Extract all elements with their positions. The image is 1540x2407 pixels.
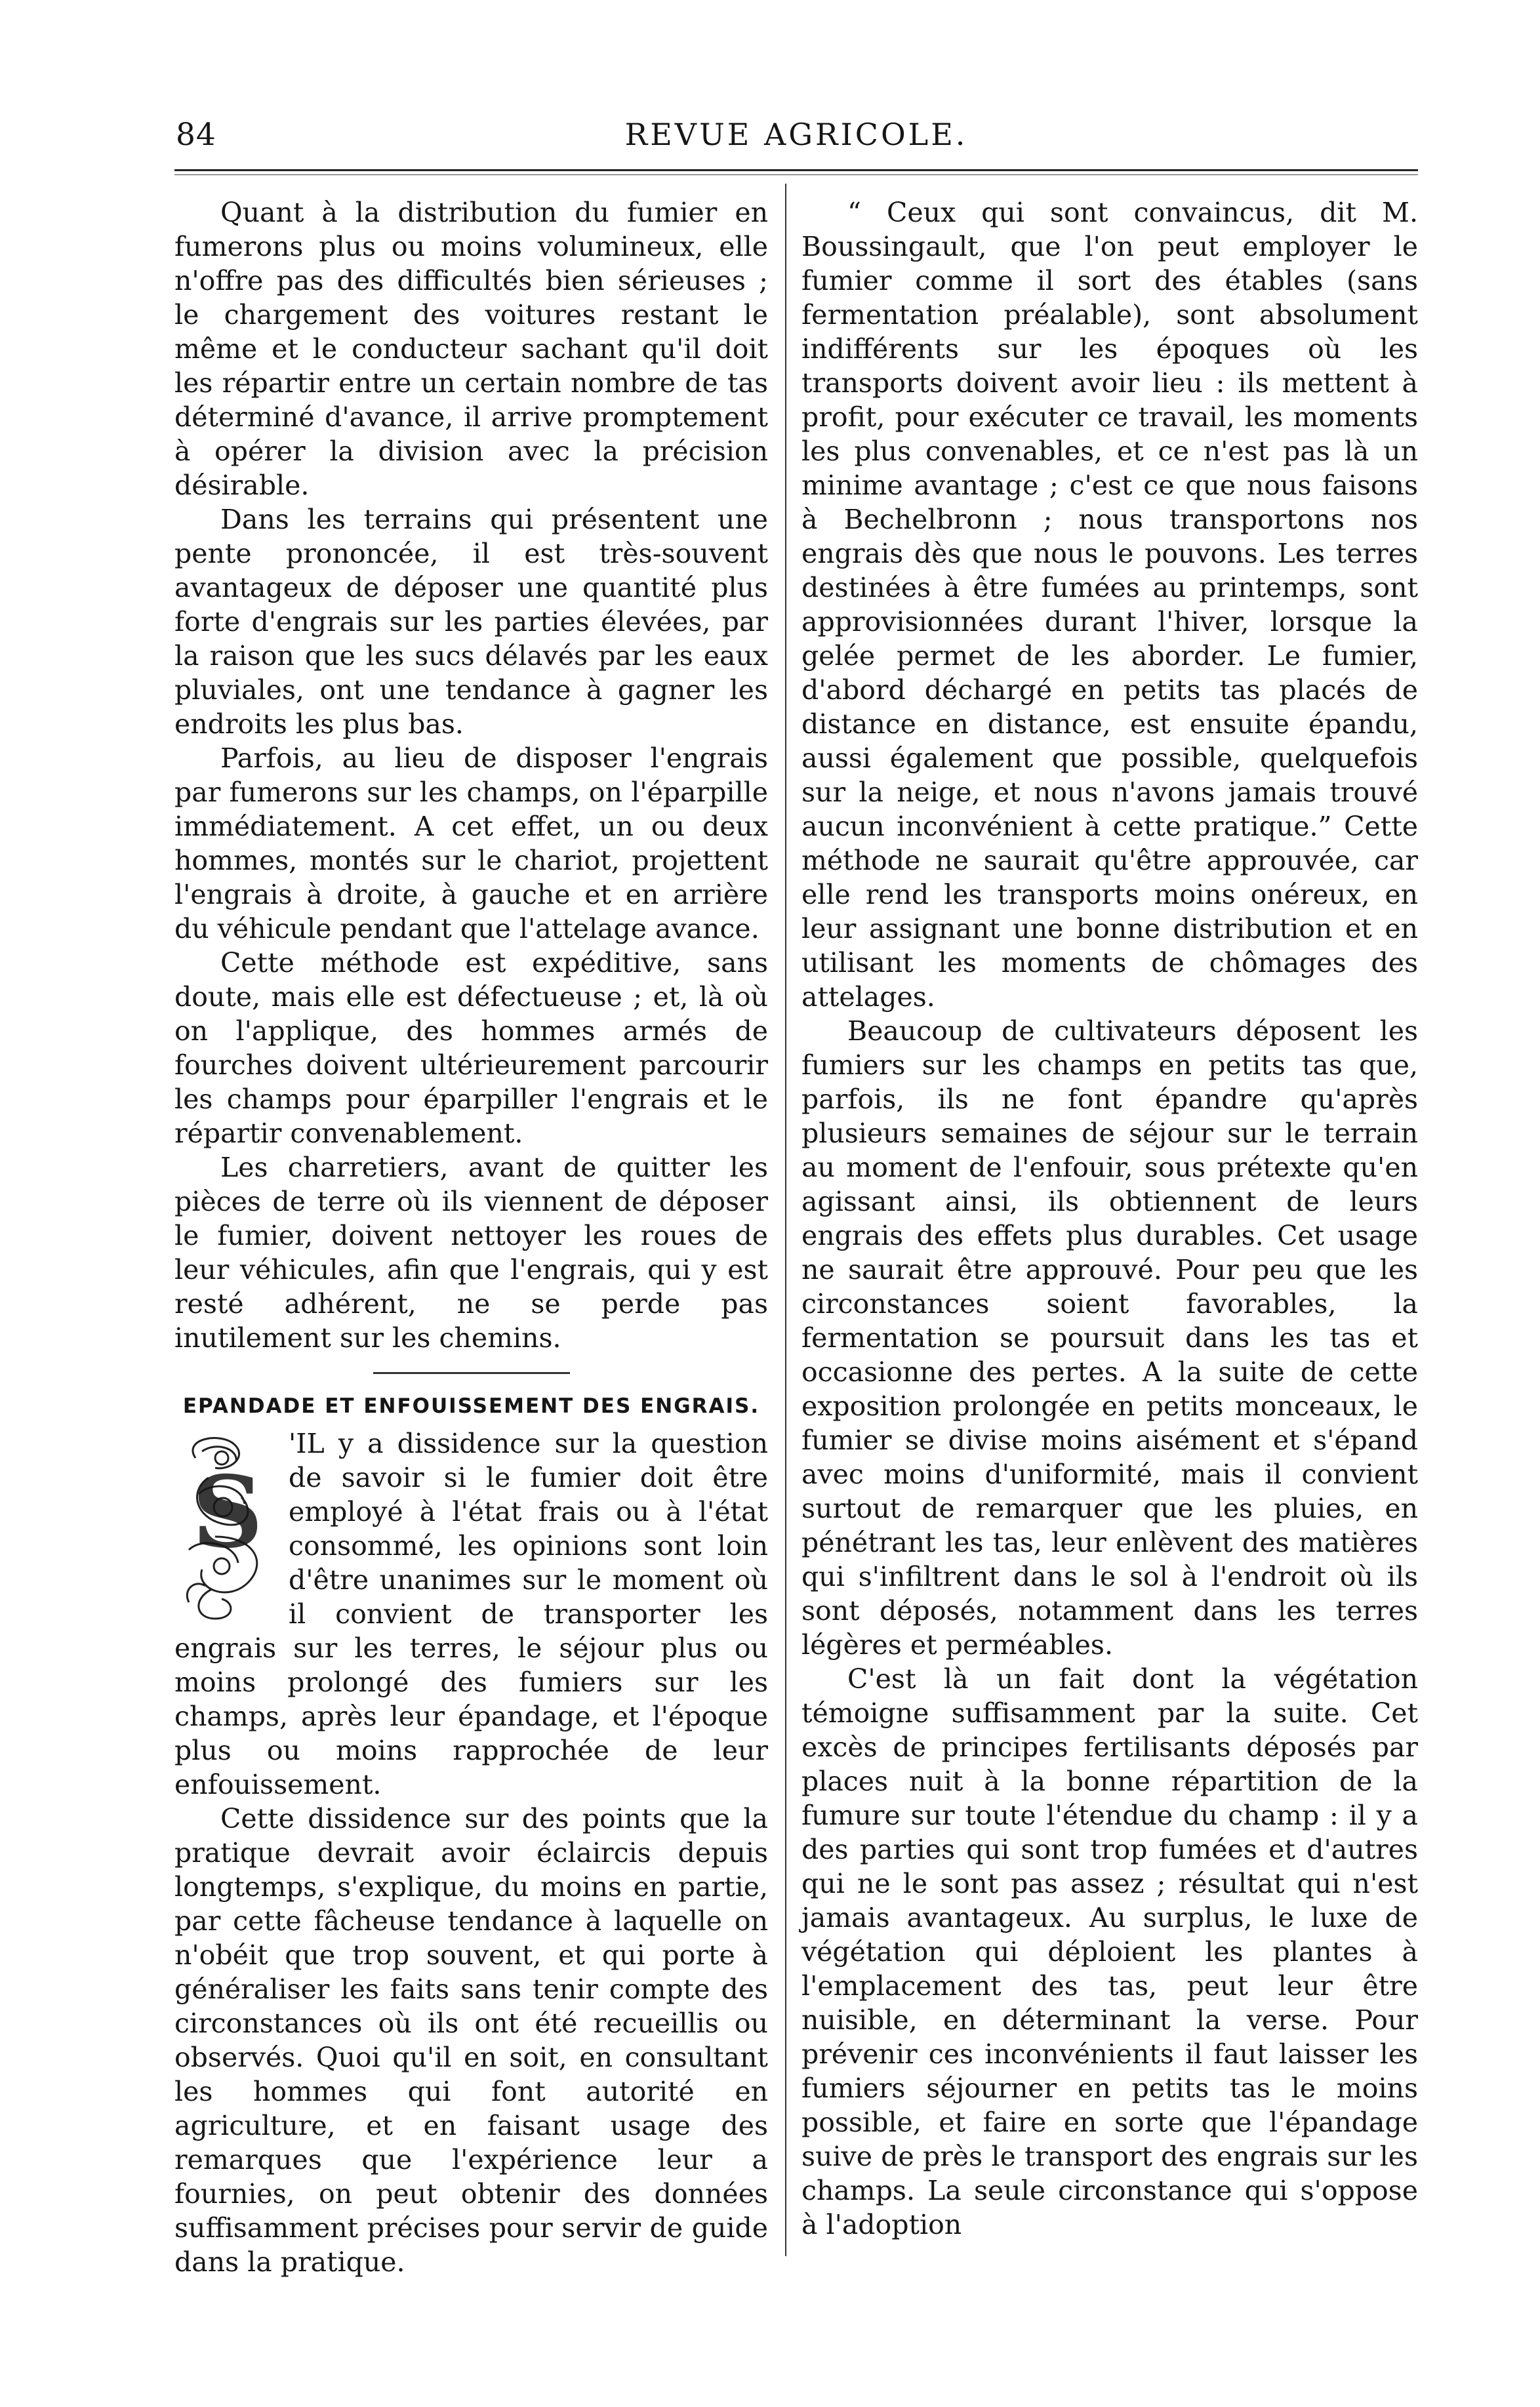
ornamental-dropcap-icon — [176, 1432, 279, 1626]
first-paragraph-text: 'IL y a dissidence sur la question de savoir si le fumier doit être employé à l'état frais ou à l'état consommé, les opinions sont loin d'être unanimes sur le moment où il convient de transporter les engrais sur les terres, le séjour plus ou moins prolongé des fumiers sur les champs, après leur épandage, et l'époque plus ou moins rapprochée de leur enfouissement. — [174, 1428, 768, 1800]
paragraph: Parfois, au lieu de disposer l'engrais par fumerons sur les champs, on l'éparpille immédiatement. A cet effet, un ou deux hommes, montés sur le chariot, projettent l'engrais à droite, à gauche et en arrière du véhicule pendant que l'attelage avance. — [174, 742, 768, 944]
paragraph: C'est là un fait dont la végétation témoigne suffisamment par la suite. Cet excès de principes fertilisants déposés par places nuit à la bonne répartition de la fumure sur toute l'étendue du champ : il y a des parties qui sont trop fumées et d'autres qui ne le sont pas assez ; résultat qui n'est jamais avantageux. Au surplus, le luxe de végétation qui déploient les plantes à l'emplacement des tas, peut leur être nuisible, en déterminant la verse. Pour prévenir ces inconvénients il faut laisser les fumiers séjourner en petits tas le moins possible, et faire en sorte que l'épandage suive de près le transport des engrais sur les champs. La seule circonstance qui s'oppose à l'adoption — [801, 1663, 1418, 2240]
column-divider — [785, 184, 786, 2256]
svg-text:S: S — [192, 1455, 264, 1570]
section-heading: EPANDADE ET ENFOUISSEMENT DES ENGRAIS. — [182, 1394, 760, 1418]
paragraph: Cette dissidence sur des points que la pratique devrait avoir éclaircis depuis longtemps, s'explique, du moins en partie, par cette fâcheuse tendance à laquelle on n'obéit que trop souvent, et qui porte à généraliser les faits sans tenir compte des circonstances où ils ont été recueillis ou observés. Quoi qu'il en soit, en consultant les hommes qui font autorité en agriculture, et en faisant usage des remarques que l'expérience leur a fournies, on peut obtenir des données suffisamment précises pour servir de guide dans la pratique. — [174, 1803, 768, 2278]
header-rule — [174, 169, 1418, 171]
paragraph: Cette méthode est expéditive, sans doute, mais elle est défectueuse ; et, là où on l'applique, des hommes armés de fourches doivent ultérieurement parcourir les champs pour éparpiller l'engrais et le répartir convenablement. — [174, 947, 768, 1149]
paragraph: “ Ceux qui sont convaincus, dit M. Boussingault, que l'on peut employer le fumier comme il sort des étables (sans fermentation préalable), sont absolument indifférents sur les époques où les transports doivent avoir lieu : ils mettent à profit, pour exécuter ce travail, les moments les plus convenables, et ce n'est pas là un minime avantage ; c'est ce que nous faisons à Bechelbronn ; nous transportons nos engrais dès que nous le pouvons. Les terres destinées à être fumées au printemps, sont approvisionnées durant l'hiver, lorsque la gelée permet de les aborder. Le fumier, d'abord déchargé en petits tas placés de distance en distance, est ensuite épandu, aussi également que possible, quelquefois sur la neige, et nous n'avons jamais trouvé aucun inconvénient à cette pratique.” Cette méthode ne saurait qu'être approuvée, car elle rend les transports moins onéreux, en leur assignant une bonne distribution et en utilisant les moments de chômages des attelages. — [801, 197, 1418, 1013]
right-column — [801, 195, 1418, 2242]
journal-title: REVUE AGRICOLE. — [624, 117, 968, 152]
left-column — [174, 195, 768, 2279]
section-separator — [373, 1372, 570, 1374]
page-number: 84 — [176, 117, 216, 153]
running-header — [174, 117, 1418, 163]
paragraph: Les charretiers, avant de quitter les pièces de terre où ils viennent de déposer le fumier, doivent nettoyer les roues de leur véhicules, afin que l'engrais, qui y est resté adhérent, ne se perde pas inutilement sur les chemins. — [174, 1152, 768, 1354]
header-rule-thin — [174, 174, 1418, 175]
paragraph: Beaucoup de cultivateurs déposent les fumiers sur les champs en petits tas que, parfois, ils ne font épandre qu'après plusieurs semaines de séjour sur le terrain au moment de l'enfouir, sous prétexte qu'en agissant ainsi, ils obtiennent de leurs engrais des effets plus durables. Cet usage ne saurait être approuvé. Pour peu que les circonstances soient favorables, la fermentation se poursuit dans les tas et occasionne des pertes. A la suite de cette exposition prolongée en petits monceaux, le fumier se divise moins aisément et s'épand avec moins d'uniformité, mais il convient surtout de remarquer que les pluies, en pénétrant les tas, leur enlèvent des matières qui s'infiltrent dans le sol à l'endroit où ils sont déposés, notamment dans les terres légères et perméables. — [801, 1015, 1418, 1661]
paragraph: Quant à la distribution du fumier en fumerons plus ou moins volumineux, elle n'offre pas des difficultés bien sérieuses ; le chargement des voitures restant le même et le conducteur sachant qu'il doit les répartir entre un certain nombre de tas déterminé d'avance, il arrive promptement à opérer la division avec la précision désirable. — [174, 197, 768, 501]
paragraph: Dans les terrains qui présentent une pente prononcée, il est très-souvent avantageux de déposer une quantité plus forte d'engrais sur les parties élevées, par la raison que les sucs délavés par les eaux pluviales, ont une tendance à gagner les endroits les plus bas. — [174, 504, 768, 740]
paragraph — [174, 1426, 768, 1802]
